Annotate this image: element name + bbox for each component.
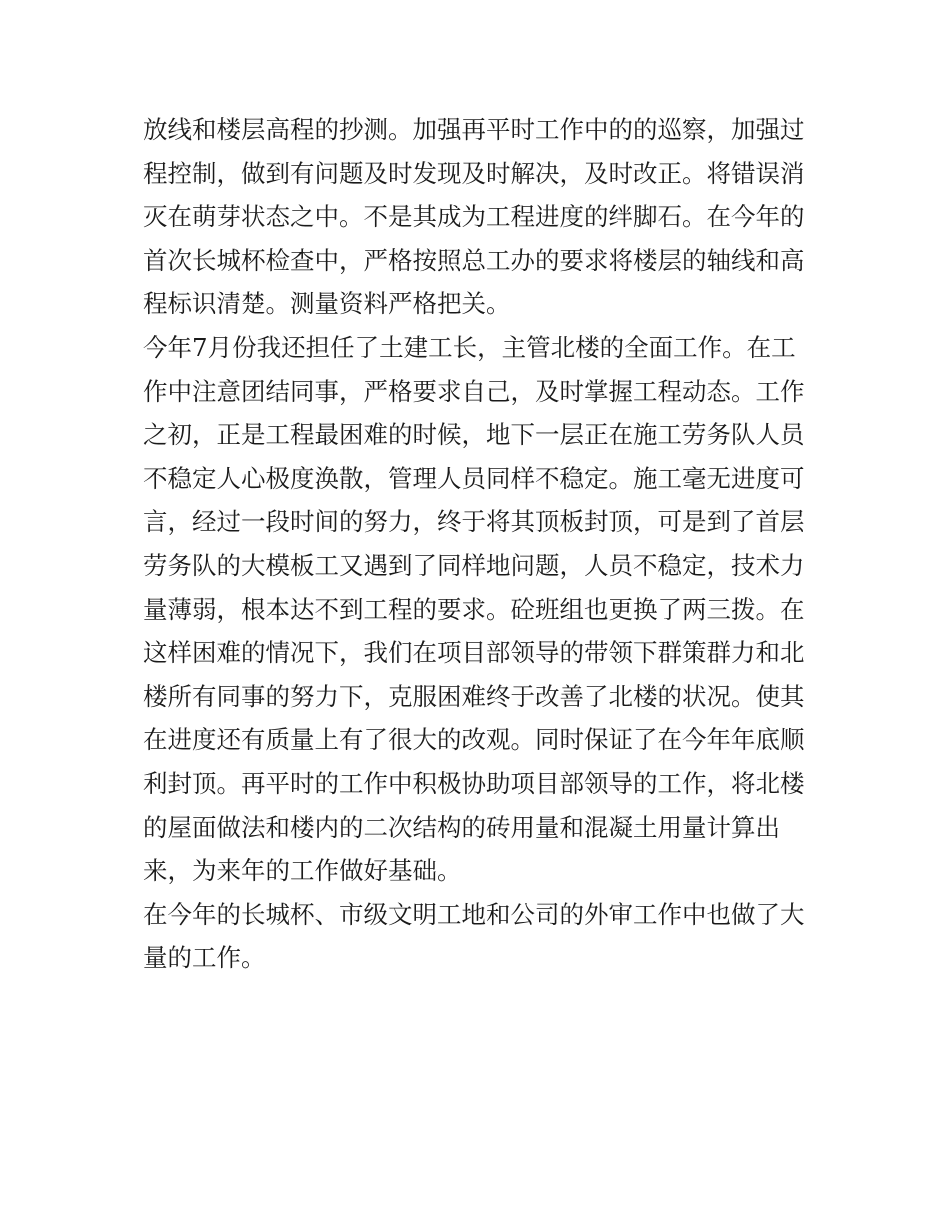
text-line: 灭在萌芽状态之中。不是其成为工程进度的绊脚石。在今年的 bbox=[143, 202, 805, 232]
paragraph-inspections bbox=[143, 893, 823, 980]
document-body bbox=[143, 108, 823, 980]
paragraph-north-building bbox=[143, 326, 823, 893]
text-line: 量的工作。 bbox=[143, 943, 266, 973]
text-line: 首次长城杯检查中，严格按照总工办的要求将楼层的轴线和高 bbox=[143, 245, 805, 275]
text-line: 不稳定人心极度涣散，管理人员同样不稳定。施工毫无进度可 bbox=[143, 463, 805, 493]
text-line: 楼所有同事的努力下，克服困难终于改善了北楼的状况。使其 bbox=[143, 681, 805, 711]
text-line: 利封顶。再平时的工作中积极协助项目部领导的工作，将北楼 bbox=[143, 768, 805, 798]
text-line: 劳务队的大模板工又遇到了同样地问题，人员不稳定，技术力 bbox=[143, 550, 805, 580]
text-line: 来，为来年的工作做好基础。 bbox=[143, 856, 462, 886]
text-line: 量薄弱，根本达不到工程的要求。砼班组也更换了两三拨。在 bbox=[143, 594, 805, 624]
text-line: 作中注意团结同事，严格要求自己，及时掌握工程动态。工作 bbox=[143, 376, 805, 406]
text-line: 放线和楼层高程的抄测。加强再平时工作中的的巡察，加强过 bbox=[143, 115, 805, 144]
text-line: 这样困难的情况下，我们在项目部领导的带领下群策群力和北 bbox=[143, 638, 805, 668]
text-line: 今年7月份我还担任了土建工长，主管北楼的全面工作。在工 bbox=[143, 332, 796, 362]
paragraph-survey bbox=[143, 108, 823, 326]
text-line: 程标识清楚。测量资料严格把关。 bbox=[143, 289, 511, 319]
text-line: 言，经过一段时间的努力，终于将其顶板封顶，可是到了首层 bbox=[143, 507, 805, 537]
text-line: 的屋面做法和楼内的二次结构的砖用量和混凝土用量计算出 bbox=[143, 812, 780, 842]
text-line: 在今年的长城杯、市级文明工地和公司的外审工作中也做了大 bbox=[143, 899, 805, 929]
text-line: 之初，正是工程最困难的时候，地下一层正在施工劳务队人员 bbox=[143, 420, 805, 450]
text-line: 在进度还有质量上有了很大的改观。同时保证了在今年年底顺 bbox=[143, 725, 805, 755]
text-line: 程控制，做到有问题及时发现及时解决，及时改正。将错误消 bbox=[143, 158, 805, 188]
